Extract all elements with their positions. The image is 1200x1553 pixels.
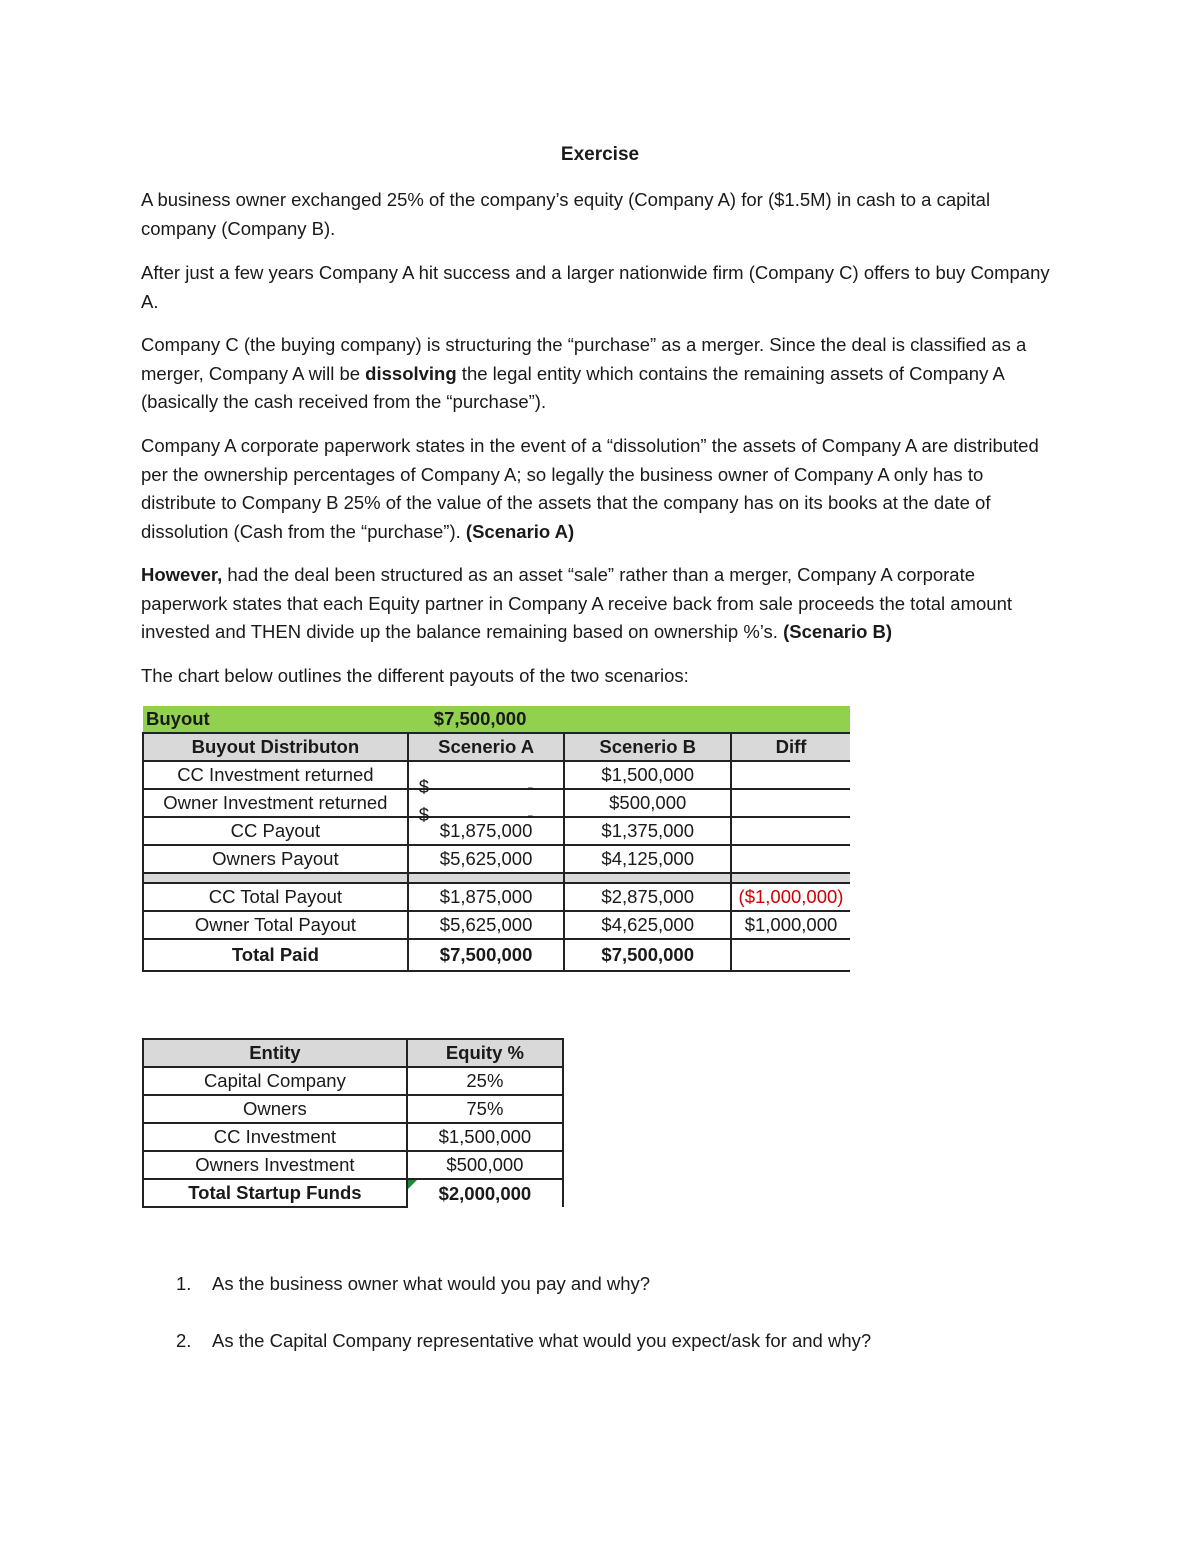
table-row bbox=[143, 1095, 563, 1123]
dash-value: - bbox=[527, 804, 534, 825]
scenario-a-label: (Scenario A) bbox=[465, 520, 575, 542]
scenario-a-cell: $1,875,000 bbox=[408, 817, 565, 845]
separator-cell bbox=[408, 873, 565, 883]
question-text: As the Capital Company representative what would you expect/ask for and why? bbox=[212, 1330, 872, 1351]
paragraph-5 bbox=[141, 561, 1061, 647]
header-scenario-a: Scenerio A bbox=[408, 733, 565, 761]
header-distribution: Buyout Distributon bbox=[143, 733, 408, 761]
table-row bbox=[143, 845, 850, 873]
row-label: Owners bbox=[143, 1095, 407, 1123]
scenario-a-cell bbox=[408, 761, 565, 797]
scenario-b-cell: $2,875,000 bbox=[564, 883, 731, 911]
row-label: CC Total Payout bbox=[143, 883, 408, 911]
paragraph-6: The chart below outlines the different payouts of the two scenarios: bbox=[141, 665, 689, 686]
table-row bbox=[143, 817, 850, 845]
row-value-cell bbox=[407, 1179, 563, 1207]
row-label: Total Paid bbox=[143, 939, 408, 971]
page-title: Exercise bbox=[560, 144, 640, 165]
row-value: $500,000 bbox=[407, 1151, 563, 1179]
paragraph-4 bbox=[141, 432, 1061, 546]
paragraph-5-text: had the deal been structured as an asset “sale” rather than a merger, Company A corporate paperwork states that each Equity partner in Company A receive back from sale proceeds the total amount invested and THEN divide up the balance remaining based on ownership %’s. bbox=[141, 564, 1012, 642]
paragraph-3-text-c: the legal entity which contains the remaining assets of Company A (basically the cash received from the “purchase”). bbox=[141, 362, 1004, 412]
scenario-a-cell bbox=[408, 789, 565, 825]
scenario-b-label: (Scenario B) bbox=[783, 621, 893, 642]
header-scenario-b: Scenerio B bbox=[564, 733, 731, 761]
row-label: Owner Total Payout bbox=[143, 911, 408, 939]
paragraph-3-bold: dissolving bbox=[365, 362, 457, 384]
separator-cell bbox=[731, 873, 850, 883]
row-label: Owners Investment bbox=[143, 1151, 407, 1179]
header-entity: Entity bbox=[143, 1039, 407, 1067]
row-label: CC Investment returned bbox=[143, 761, 408, 789]
row-label: Total Startup Funds bbox=[143, 1179, 407, 1207]
payout-header-row bbox=[143, 733, 850, 761]
total-paid-row bbox=[143, 939, 850, 971]
dollar-sign: $ bbox=[418, 804, 430, 825]
row-label: CC Investment bbox=[143, 1123, 407, 1151]
diff-cell: $1,000,000 bbox=[731, 911, 850, 939]
table-row bbox=[143, 789, 850, 817]
buyout-row bbox=[143, 706, 850, 733]
total-startup-row bbox=[143, 1179, 563, 1207]
dollar-sign: $ bbox=[418, 776, 430, 797]
row-value: $2,000,000 bbox=[438, 1182, 532, 1204]
paragraph-4-text: Company A corporate paperwork states in the event of a “dissolution” the assets of Company A are distributed per the ownership percentages of Company A; so legally the business owner of Company A only has to distribute to Company B 25% of the value of the assets that the company has on its books at the date of dissolution (Cash from the “purchase”). bbox=[141, 435, 1039, 542]
diff-cell bbox=[731, 817, 850, 845]
payout-table bbox=[142, 706, 850, 972]
paragraph-1: A business owner exchanged 25% of the company’s equity (Company A) for ($1.5M) in cash to a capital company (Company B). bbox=[141, 189, 991, 239]
row-label: Owner Investment returned bbox=[143, 789, 408, 817]
header-diff: Diff bbox=[731, 733, 850, 761]
scenario-b-cell: $1,500,000 bbox=[564, 761, 731, 789]
scenario-a-cell: $7,500,000 bbox=[408, 939, 565, 971]
buyout-value: $7,500,000 bbox=[408, 706, 850, 733]
scenario-b-cell: $1,375,000 bbox=[564, 817, 731, 845]
paragraph-3 bbox=[141, 331, 1061, 417]
scenario-b-cell: $4,625,000 bbox=[564, 911, 731, 939]
table-row bbox=[143, 761, 850, 789]
table-row bbox=[143, 1151, 563, 1179]
equity-table bbox=[142, 1038, 564, 1208]
table-row bbox=[143, 911, 850, 939]
diff-cell bbox=[731, 939, 850, 971]
header-equity: Equity % bbox=[407, 1039, 563, 1067]
equity-header-row bbox=[143, 1039, 563, 1067]
diff-cell-negative: ($1,000,000) bbox=[731, 883, 850, 911]
error-indicator-icon bbox=[408, 1180, 417, 1189]
table-row bbox=[143, 1067, 563, 1095]
scenario-b-cell: $4,125,000 bbox=[564, 845, 731, 873]
scenario-a-cell: $5,625,000 bbox=[408, 845, 565, 873]
row-value: $1,500,000 bbox=[407, 1123, 563, 1151]
paragraph-5-bold: However, bbox=[141, 564, 223, 585]
dash-value: - bbox=[527, 776, 534, 797]
table-row bbox=[143, 1123, 563, 1151]
scenario-a-cell: $5,625,000 bbox=[408, 911, 565, 939]
row-label: Owners Payout bbox=[143, 845, 408, 873]
paragraph-2: After just a few years Company A hit success and a larger nationwide firm (Company C) offers to buy Company A. bbox=[141, 262, 1050, 312]
row-value: 25% bbox=[407, 1067, 563, 1095]
diff-cell bbox=[731, 789, 850, 817]
paragraph-3-text-a: Company C (the buying company) is structuring the “purchase” as a merger. Since the deal is classified as a merger, Company A will be bbox=[141, 334, 1027, 384]
list-item bbox=[176, 1330, 871, 1352]
scenario-b-cell: $7,500,000 bbox=[564, 939, 731, 971]
row-label: CC Payout bbox=[143, 817, 408, 845]
list-number: 2. bbox=[176, 1330, 192, 1351]
table-row bbox=[143, 883, 850, 911]
diff-cell bbox=[731, 845, 850, 873]
scenario-a-cell: $1,875,000 bbox=[408, 883, 565, 911]
diff-cell bbox=[731, 761, 850, 789]
buyout-label: Buyout bbox=[143, 706, 408, 733]
separator-row bbox=[143, 873, 850, 883]
question-text: As the business owner what would you pay and why? bbox=[212, 1273, 651, 1294]
row-label: Capital Company bbox=[143, 1067, 407, 1095]
row-value: 75% bbox=[407, 1095, 563, 1123]
separator-cell bbox=[564, 873, 731, 883]
list-number: 1. bbox=[176, 1273, 192, 1294]
list-item bbox=[176, 1273, 650, 1295]
separator-cell bbox=[143, 873, 408, 883]
scenario-b-cell: $500,000 bbox=[564, 789, 731, 817]
